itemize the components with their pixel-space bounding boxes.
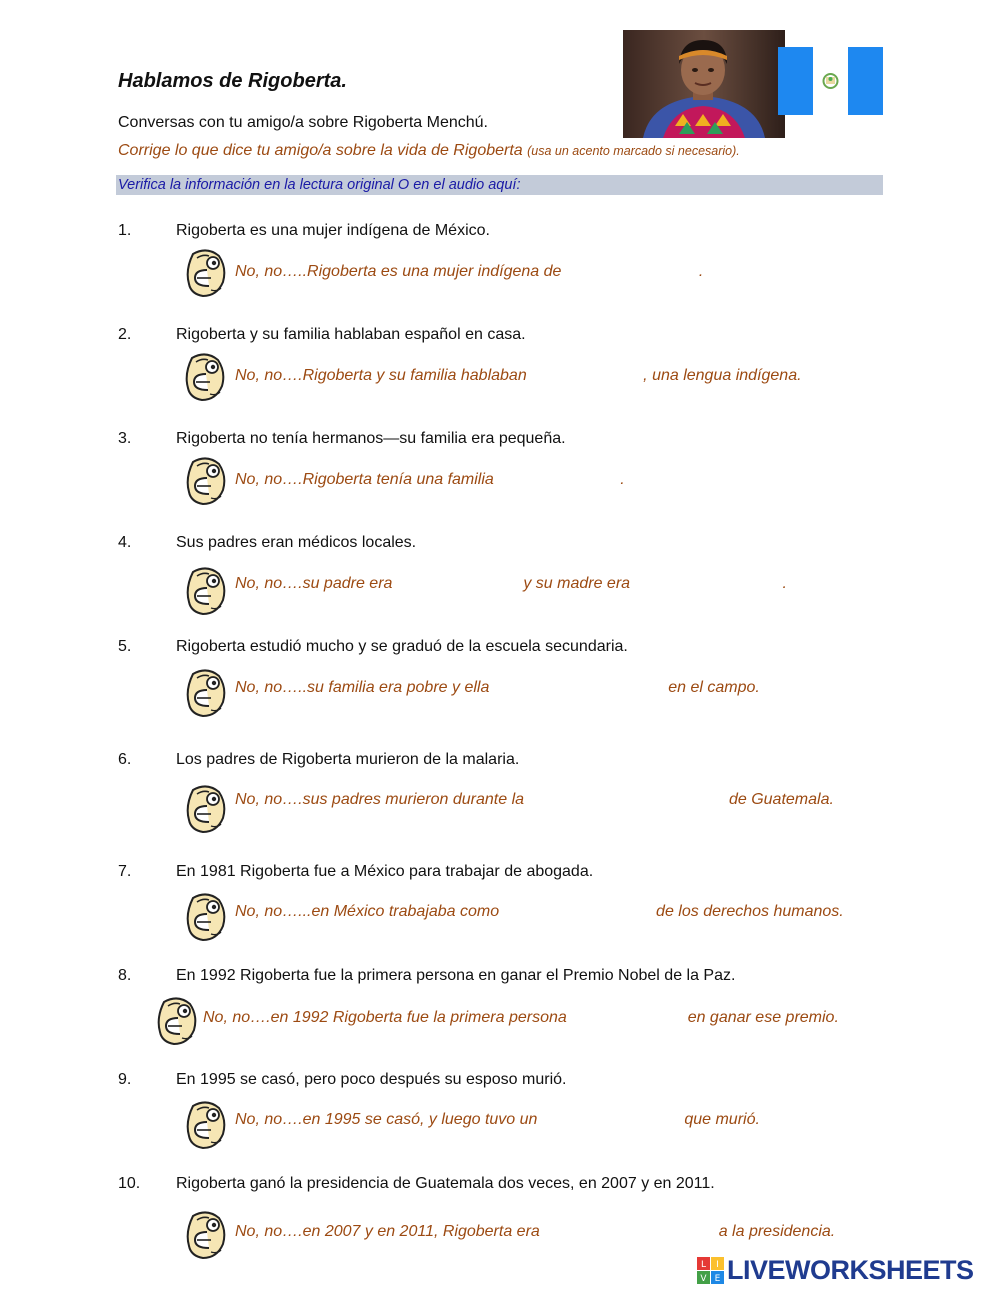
item-question-1: Rigoberta es una mujer indígena de México. — [176, 222, 490, 239]
logo-badge-letter-v: V — [700, 1274, 707, 1284]
answer-blank-7[interactable] — [504, 903, 652, 921]
answer-prefix: No, no….Rigoberta tenía una familia — [235, 471, 494, 488]
item-question-2: Rigoberta y su familia hablaban español en casa. — [176, 326, 526, 343]
item-answer-10 — [235, 1223, 835, 1241]
answer-prefix: No, no….en 1992 Rigoberta fue la primera persona — [203, 1009, 567, 1026]
answer-prefix: No, no….en 2007 y en 2011, Rigoberta era — [235, 1223, 540, 1240]
item-answer-6 — [235, 791, 834, 809]
item-number-2: 2. — [118, 326, 132, 343]
talking-face-icon — [183, 248, 229, 303]
item-answer-8 — [203, 1009, 839, 1027]
item-number-9: 9. — [118, 1071, 132, 1088]
item-answer-3 — [235, 471, 625, 489]
answer-suffix: . — [782, 575, 787, 592]
item-answer-5 — [235, 679, 760, 697]
item-number-3: 3. — [118, 430, 132, 447]
talking-face-icon — [183, 668, 229, 723]
answer-suffix: en ganar ese premio. — [687, 1009, 839, 1026]
answer-prefix: No, no…..Rigoberta es una mujer indígena de — [235, 263, 562, 280]
item-question-4: Sus padres eran médicos locales. — [176, 534, 417, 551]
item-number-4: 4. — [118, 534, 132, 551]
item-answer-2 — [235, 367, 802, 385]
item-answer-4 — [235, 575, 787, 593]
answer-suffix: , una lengua indígena. — [643, 367, 802, 384]
verify-banner[interactable]: Verifica la información en la lectura original O en el audio aquí: — [116, 175, 883, 195]
answer-blank-9[interactable] — [542, 1111, 680, 1129]
answer-middle: y su madre era — [523, 575, 631, 592]
item-number-10: 10. — [118, 1175, 141, 1192]
logo-text: LIVEWORKSHEETS — [727, 1255, 974, 1285]
answer-blank-3[interactable] — [498, 471, 620, 489]
item-answer-1 — [235, 263, 703, 281]
talking-face-icon — [183, 456, 229, 511]
talking-face-icon — [182, 352, 228, 407]
answer-prefix: No, no….su padre era — [235, 575, 393, 592]
item-number-1: 1. — [118, 222, 132, 239]
item-question-9: En 1995 se casó, pero poco después su esposo murió. — [176, 1071, 567, 1088]
logo-badge-letter-e: E — [714, 1274, 721, 1284]
instruction-note: (usa un acento marcado si necesario). — [527, 144, 740, 158]
answer-blank-1[interactable] — [566, 263, 699, 281]
answer-prefix: No, no….Rigoberta y su familia hablaban — [235, 367, 527, 384]
logo-badge-letter-l: L — [700, 1260, 707, 1270]
item-answer-7 — [235, 903, 844, 921]
item-number-8: 8. — [118, 967, 132, 984]
liveworksheets-logo — [697, 1255, 995, 1285]
answer-prefix: No, no….sus padres murieron durante la — [235, 791, 525, 808]
rigoberta-photo — [623, 30, 785, 138]
answer-blank-4[interactable] — [397, 575, 519, 593]
answer-blank-4b[interactable] — [635, 575, 783, 593]
talking-face-icon — [183, 784, 229, 839]
answer-suffix: . — [698, 263, 704, 280]
item-number-7: 7. — [118, 863, 132, 880]
answer-suffix: que murió. — [684, 1111, 760, 1128]
answer-suffix: de Guatemala. — [728, 791, 834, 808]
item-number-6: 6. — [118, 751, 132, 768]
answer-suffix: de los derechos humanos. — [656, 903, 844, 920]
guatemala-flag-icon — [778, 47, 883, 115]
answer-suffix: . — [620, 471, 625, 488]
answer-suffix: en el campo. — [668, 679, 760, 696]
talking-face-icon — [183, 566, 229, 621]
talking-face-icon — [154, 996, 200, 1051]
page-title: Hablamos de Rigoberta. — [118, 70, 347, 92]
answer-prefix: No, no….en 1995 se casó, y luego tuvo un — [235, 1111, 538, 1128]
answer-suffix: a la presidencia. — [718, 1223, 836, 1240]
answer-blank-10[interactable] — [544, 1223, 714, 1241]
answer-blank-8[interactable] — [571, 1009, 683, 1027]
item-question-7: En 1981 Rigoberta fue a México para trabajar de abogada. — [176, 863, 594, 880]
instruction-text — [118, 142, 740, 160]
talking-face-icon — [183, 1210, 229, 1265]
item-answer-9 — [235, 1111, 760, 1129]
talking-face-icon — [183, 892, 229, 947]
answer-blank-2[interactable] — [531, 367, 643, 385]
logo-badge-letter-i: I — [716, 1260, 719, 1270]
item-question-3: Rigoberta no tenía hermanos—su familia era pequeña. — [176, 430, 566, 447]
item-question-10: Rigoberta ganó la presidencia de Guatemala dos veces, en 2007 y en 2011. — [176, 1175, 715, 1192]
item-number-5: 5. — [118, 638, 132, 655]
item-question-5: Rigoberta estudió mucho y se graduó de la escuela secundaria. — [176, 638, 628, 655]
answer-blank-6[interactable] — [529, 791, 725, 809]
answer-prefix: No, no…...en México trabajaba como — [235, 903, 500, 920]
item-question-6: Los padres de Rigoberta murieron de la malaria. — [176, 751, 520, 768]
instruction-main: Corrige lo que dice tu amigo/a sobre la vida de Rigoberta — [118, 142, 523, 159]
item-question-8: En 1992 Rigoberta fue la primera persona en ganar el Premio Nobel de la Paz. — [176, 967, 736, 984]
answer-prefix: No, no…..su familia era pobre y ella — [235, 679, 490, 696]
intro-text: Conversas con tu amigo/a sobre Rigoberta Menchú. — [118, 114, 488, 131]
answer-blank-5[interactable] — [494, 679, 664, 697]
talking-face-icon — [183, 1100, 229, 1155]
